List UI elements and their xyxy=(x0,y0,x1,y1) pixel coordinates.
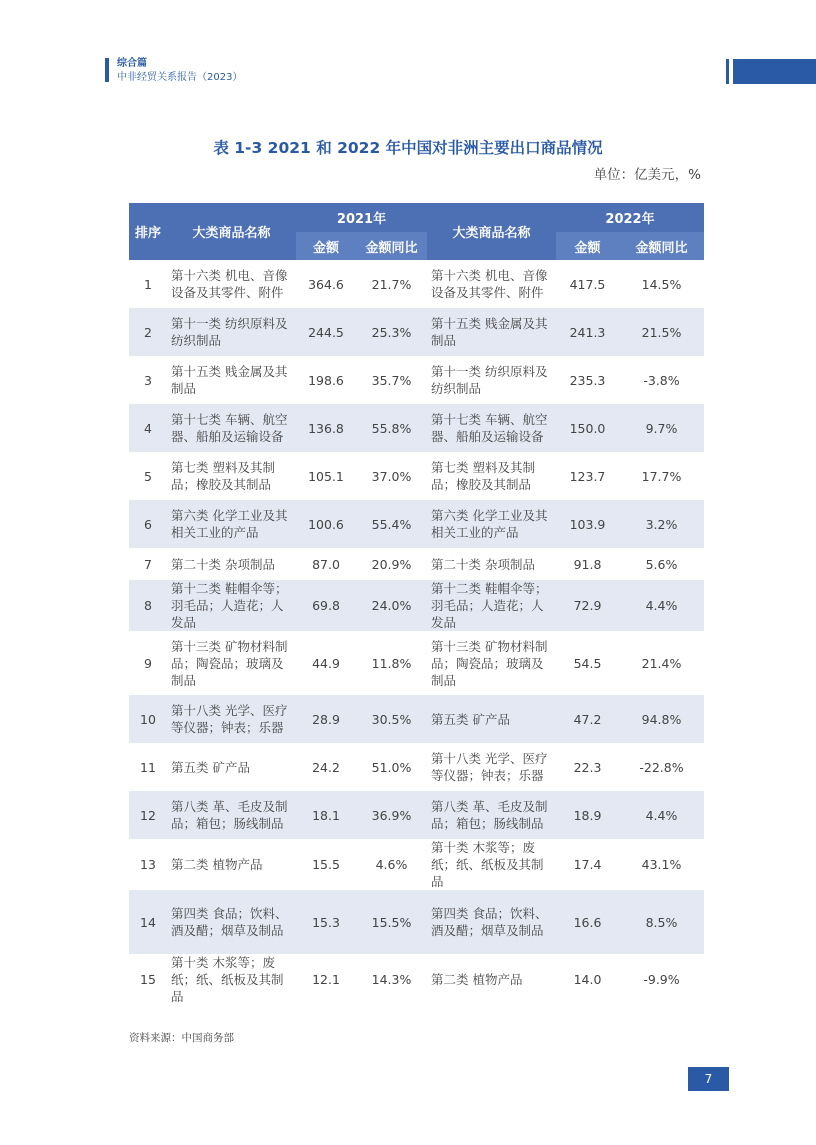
amount-2021-cell: 15.3 xyxy=(296,890,356,954)
page-number: 7 xyxy=(688,1067,729,1091)
yoy-2021-cell: 35.7% xyxy=(356,356,427,404)
yoy-2021-cell: 55.4% xyxy=(356,500,427,548)
yoy-2021-cell: 37.0% xyxy=(356,452,427,500)
amount-2022-cell: 72.9 xyxy=(556,580,619,631)
table-row xyxy=(129,308,704,356)
yoy-2021-cell: 24.0% xyxy=(356,580,427,631)
yoy-2022-cell: 14.5% xyxy=(619,260,704,308)
yoy-2022-cell: 5.6% xyxy=(619,548,704,580)
header-accent-bar xyxy=(105,58,109,82)
name-2022-cell: 第十六类 机电、音像设备及其零件、附件 xyxy=(427,260,556,308)
amount-2022-cell: 22.3 xyxy=(556,743,619,791)
yoy-2022-cell: 21.4% xyxy=(619,631,704,695)
rank-cell: 11 xyxy=(129,743,167,791)
name-2021-cell: 第十类 木浆等；废纸；纸、纸板及其制品 xyxy=(167,954,296,1005)
header-rank: 排序 xyxy=(129,203,167,260)
name-2021-cell: 第十八类 光学、医疗等仪器；钟表；乐器 xyxy=(167,695,296,743)
name-2022-cell: 第四类 食品；饮料、酒及醋；烟草及制品 xyxy=(427,890,556,954)
name-2021-cell: 第十七类 车辆、航空器、船舶及运输设备 xyxy=(167,404,296,452)
yoy-2022-cell: 8.5% xyxy=(619,890,704,954)
amount-2021-cell: 105.1 xyxy=(296,452,356,500)
amount-2022-cell: 16.6 xyxy=(556,890,619,954)
name-2022-cell: 第十五类 贱金属及其制品 xyxy=(427,308,556,356)
rank-cell: 13 xyxy=(129,839,167,890)
yoy-2021-cell: 20.9% xyxy=(356,548,427,580)
header-accent-block-thin xyxy=(726,59,729,84)
amount-2022-cell: 123.7 xyxy=(556,452,619,500)
table-row xyxy=(129,356,704,404)
name-2022-cell: 第十二类 鞋帽伞等；羽毛品；人造花；人发品 xyxy=(427,580,556,631)
name-2021-cell: 第七类 塑料及其制品；橡胶及其制品 xyxy=(167,452,296,500)
yoy-2022-cell: 43.1% xyxy=(619,839,704,890)
rank-cell: 4 xyxy=(129,404,167,452)
header-yoy-2022: 金额同比 xyxy=(619,232,704,260)
yoy-2021-cell: 36.9% xyxy=(356,791,427,839)
table-row xyxy=(129,839,704,890)
header-year-2022: 2022年 xyxy=(556,203,704,232)
rank-cell: 3 xyxy=(129,356,167,404)
name-2021-cell: 第二十类 杂项制品 xyxy=(167,548,296,580)
yoy-2022-cell: 94.8% xyxy=(619,695,704,743)
export-table xyxy=(129,203,704,1005)
amount-2022-cell: 18.9 xyxy=(556,791,619,839)
rank-cell: 2 xyxy=(129,308,167,356)
rank-cell: 1 xyxy=(129,260,167,308)
table-row xyxy=(129,260,704,308)
yoy-2021-cell: 30.5% xyxy=(356,695,427,743)
amount-2021-cell: 364.6 xyxy=(296,260,356,308)
yoy-2021-cell: 11.8% xyxy=(356,631,427,695)
amount-2021-cell: 100.6 xyxy=(296,500,356,548)
rank-cell: 7 xyxy=(129,548,167,580)
name-2022-cell: 第五类 矿产品 xyxy=(427,695,556,743)
amount-2022-cell: 17.4 xyxy=(556,839,619,890)
name-2022-cell: 第十七类 车辆、航空器、船舶及运输设备 xyxy=(427,404,556,452)
amount-2022-cell: 417.5 xyxy=(556,260,619,308)
table-row xyxy=(129,743,704,791)
name-2021-cell: 第十六类 机电、音像设备及其零件、附件 xyxy=(167,260,296,308)
unit-label: 单位：亿美元，% xyxy=(593,167,701,183)
name-2021-cell: 第十一类 纺织原料及纺织制品 xyxy=(167,308,296,356)
amount-2022-cell: 235.3 xyxy=(556,356,619,404)
yoy-2021-cell: 4.6% xyxy=(356,839,427,890)
yoy-2022-cell: -9.9% xyxy=(619,954,704,1005)
yoy-2022-cell: -22.8% xyxy=(619,743,704,791)
yoy-2022-cell: 17.7% xyxy=(619,452,704,500)
table-row xyxy=(129,548,704,580)
name-2022-cell: 第六类 化学工业及其相关工业的产品 xyxy=(427,500,556,548)
name-2022-cell: 第十八类 光学、医疗等仪器；钟表；乐器 xyxy=(427,743,556,791)
name-2022-cell: 第八类 革、毛皮及制品；箱包；肠线制品 xyxy=(427,791,556,839)
name-2021-cell: 第十三类 矿物材料制品；陶瓷品；玻璃及制品 xyxy=(167,631,296,695)
yoy-2022-cell: 3.2% xyxy=(619,500,704,548)
amount-2021-cell: 28.9 xyxy=(296,695,356,743)
table-row xyxy=(129,954,704,1005)
header-section-label: 综合篇 xyxy=(117,58,147,69)
yoy-2021-cell: 55.8% xyxy=(356,404,427,452)
rank-cell: 14 xyxy=(129,890,167,954)
amount-2022-cell: 241.3 xyxy=(556,308,619,356)
name-2022-cell: 第十三类 矿物材料制品；陶瓷品；玻璃及制品 xyxy=(427,631,556,695)
header-year-2021: 2021年 xyxy=(296,203,427,232)
yoy-2021-cell: 15.5% xyxy=(356,890,427,954)
name-2022-cell: 第十类 木浆等；废纸；纸、纸板及其制品 xyxy=(427,839,556,890)
rank-cell: 6 xyxy=(129,500,167,548)
amount-2022-cell: 103.9 xyxy=(556,500,619,548)
name-2022-cell: 第十一类 纺织原料及纺织制品 xyxy=(427,356,556,404)
header-amount-2021: 金额 xyxy=(296,232,356,260)
amount-2022-cell: 47.2 xyxy=(556,695,619,743)
source-note: 资料来源：中国商务部 xyxy=(129,1032,234,1044)
amount-2022-cell: 91.8 xyxy=(556,548,619,580)
rank-cell: 8 xyxy=(129,580,167,631)
rank-cell: 15 xyxy=(129,954,167,1005)
amount-2021-cell: 44.9 xyxy=(296,631,356,695)
table-row xyxy=(129,890,704,954)
header-yoy-2021: 金额同比 xyxy=(356,232,427,260)
header-amount-2022: 金额 xyxy=(556,232,619,260)
table-row xyxy=(129,791,704,839)
name-2021-cell: 第十二类 鞋帽伞等；羽毛品；人造花；人发品 xyxy=(167,580,296,631)
header-accent-block xyxy=(733,59,816,84)
yoy-2021-cell: 51.0% xyxy=(356,743,427,791)
name-2022-cell: 第二十类 杂项制品 xyxy=(427,548,556,580)
name-2021-cell: 第十五类 贱金属及其制品 xyxy=(167,356,296,404)
amount-2022-cell: 54.5 xyxy=(556,631,619,695)
amount-2022-cell: 150.0 xyxy=(556,404,619,452)
header-name-2022: 大类商品名称 xyxy=(427,203,556,260)
header-name-2021: 大类商品名称 xyxy=(167,203,296,260)
amount-2021-cell: 198.6 xyxy=(296,356,356,404)
yoy-2022-cell: 4.4% xyxy=(619,580,704,631)
amount-2021-cell: 24.2 xyxy=(296,743,356,791)
name-2021-cell: 第六类 化学工业及其相关工业的产品 xyxy=(167,500,296,548)
table-row xyxy=(129,580,704,631)
amount-2021-cell: 136.8 xyxy=(296,404,356,452)
name-2021-cell: 第四类 食品；饮料、酒及醋；烟草及制品 xyxy=(167,890,296,954)
amount-2021-cell: 12.1 xyxy=(296,954,356,1005)
header-report-title: 中非经贸关系报告（2023） xyxy=(117,72,243,83)
rank-cell: 10 xyxy=(129,695,167,743)
amount-2021-cell: 244.5 xyxy=(296,308,356,356)
table-row xyxy=(129,404,704,452)
amount-2022-cell: 14.0 xyxy=(556,954,619,1005)
yoy-2022-cell: -3.8% xyxy=(619,356,704,404)
table-row xyxy=(129,452,704,500)
rank-cell: 12 xyxy=(129,791,167,839)
name-2022-cell: 第七类 塑料及其制品；橡胶及其制品 xyxy=(427,452,556,500)
name-2021-cell: 第二类 植物产品 xyxy=(167,839,296,890)
table-row xyxy=(129,500,704,548)
rank-cell: 9 xyxy=(129,631,167,695)
yoy-2021-cell: 25.3% xyxy=(356,308,427,356)
amount-2021-cell: 15.5 xyxy=(296,839,356,890)
yoy-2021-cell: 21.7% xyxy=(356,260,427,308)
yoy-2021-cell: 14.3% xyxy=(356,954,427,1005)
table-row xyxy=(129,695,704,743)
rank-cell: 5 xyxy=(129,452,167,500)
amount-2021-cell: 18.1 xyxy=(296,791,356,839)
table-title: 表 1-3 2021 和 2022 年中国对非洲主要出口商品情况 xyxy=(213,139,603,157)
table-row xyxy=(129,631,704,695)
yoy-2022-cell: 21.5% xyxy=(619,308,704,356)
yoy-2022-cell: 9.7% xyxy=(619,404,704,452)
amount-2021-cell: 87.0 xyxy=(296,548,356,580)
amount-2021-cell: 69.8 xyxy=(296,580,356,631)
name-2022-cell: 第二类 植物产品 xyxy=(427,954,556,1005)
name-2021-cell: 第五类 矿产品 xyxy=(167,743,296,791)
yoy-2022-cell: 4.4% xyxy=(619,791,704,839)
name-2021-cell: 第八类 革、毛皮及制品；箱包；肠线制品 xyxy=(167,791,296,839)
